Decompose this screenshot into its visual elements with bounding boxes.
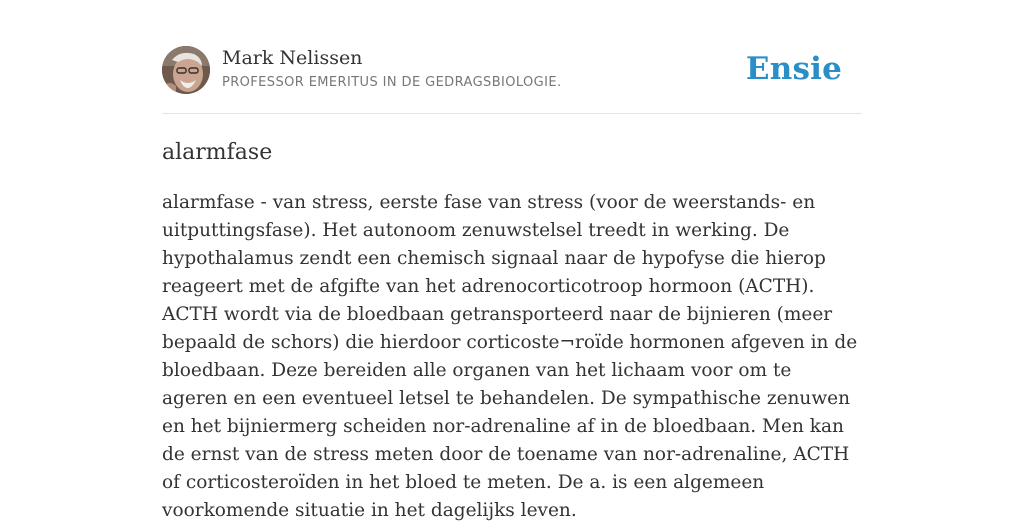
entry-title: alarmfase <box>162 140 273 165</box>
entry-body: alarmfase - van stress, eerste fase van stress (voor de weerstands- en uitputtingsfase). Het autonoom zenuwstelsel treedt in werking. De hypothalamus zendt een chemisch signaal naar de hypofyse die hierop reageert met de afgifte van het adrenocorticotroop hormoon (ACTH). ACTH wordt via de bloedbaan getransporteerd naar de bijnieren (meer bepaald de schors) die hierdoor corticoste¬roïde hormonen afgeven in de bloedbaan. Deze bereiden alle organen van het lichaam voor om te ageren en een eventueel letsel te behandelen. De sympathische zenuwen en het bijniermerg scheiden nor-adrenaline af in de bloedbaan. Men kan de ernst van de stress meten door de toename van nor-adrenaline, ACTH of corticosteroïden in het bloed te meten. De a. is een algemeen voorkomende situatie in het dagelijks leven. <box>162 192 858 521</box>
author-bio: PROFESSOR EMERITUS IN DE GEDRAGSBIOLOGIE. <box>222 75 562 90</box>
header-divider <box>162 113 862 114</box>
author-avatar[interactable] <box>162 46 210 94</box>
entry-card <box>162 46 862 525</box>
author-name[interactable]: Mark Nelissen <box>222 47 363 69</box>
author-portrait-icon <box>162 46 210 94</box>
author-header <box>162 46 862 113</box>
brand-logo[interactable]: Ensie <box>745 51 842 87</box>
